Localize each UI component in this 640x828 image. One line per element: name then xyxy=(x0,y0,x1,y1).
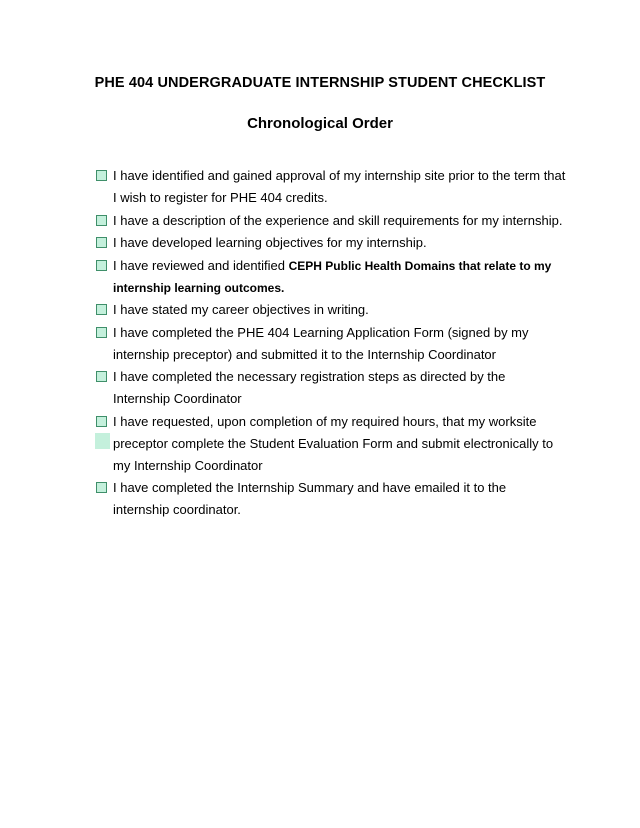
checkbox-2[interactable] xyxy=(96,215,107,226)
checklist-item xyxy=(96,210,566,232)
checklist-item xyxy=(96,322,566,366)
checkbox-5[interactable] xyxy=(96,304,107,315)
checklist-item xyxy=(96,165,566,209)
checklist-item-text: I have stated my career objectives in writing. xyxy=(113,302,369,317)
checkbox-3[interactable] xyxy=(96,237,107,248)
checklist-item-text: I have developed learning objectives for my internship. xyxy=(113,235,427,250)
checkbox-1[interactable] xyxy=(96,170,107,181)
checklist-item xyxy=(96,232,566,254)
document-subtitle: Chronological Order xyxy=(247,115,393,132)
checkbox-4[interactable] xyxy=(96,260,107,271)
checklist-item xyxy=(96,299,566,321)
ceph-domains-text: CEPH Public Health Domains that relate to my internship learning outcomes. xyxy=(113,258,552,295)
checkbox-7[interactable] xyxy=(96,371,107,382)
form-field-highlight[interactable] xyxy=(95,433,110,449)
checklist xyxy=(96,165,566,522)
checklist-item-text: I have completed the PHE 404 Learning Application Form (signed by my internship preceptor) and submitted it to the Internship Coordinator xyxy=(113,324,529,362)
checklist-item-text: I have reviewed and identified xyxy=(113,257,289,273)
checklist-item-text: I have completed the Internship Summary and have emailed it to the internship coordinator. xyxy=(113,480,507,517)
checklist-item xyxy=(96,477,566,521)
checklist-item xyxy=(96,255,566,299)
checklist-item xyxy=(96,366,566,410)
checklist-item-text: I have requested, upon completion of my required hours, that my worksite preceptor complete the Student Evaluation Form and submit electronically to my Internship Coordinator xyxy=(113,413,554,473)
checklist-item xyxy=(96,411,566,477)
checklist-item-text: I have a description of the experience and skill requirements for my internship. xyxy=(113,212,563,228)
checklist-item-text: I have identified and gained approval of my internship site prior to the term that I wish to register for PHE 404 credits. xyxy=(113,168,566,205)
checkbox-9[interactable] xyxy=(96,482,107,493)
document-title: PHE 404 UNDERGRADUATE INTERNSHIP STUDENT CHECKLIST xyxy=(94,75,546,91)
checkbox-6[interactable] xyxy=(96,327,107,338)
checklist-item-text: I have completed the necessary registration steps as directed by the Internship Coordinator xyxy=(113,369,506,406)
checkbox-8[interactable] xyxy=(96,416,107,427)
